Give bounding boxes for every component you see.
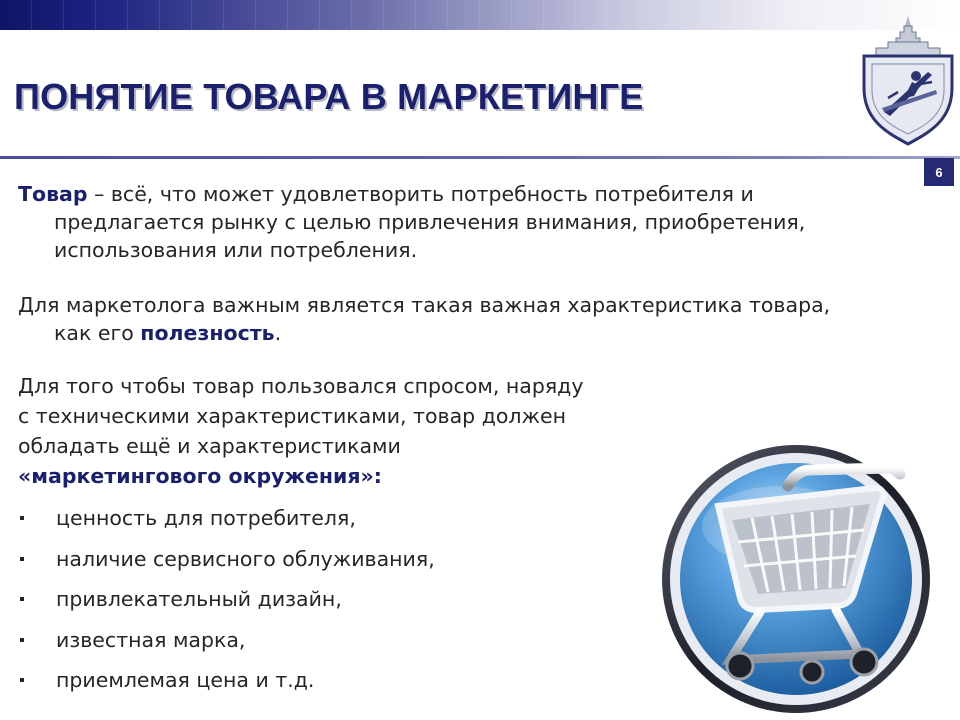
usefulness-paragraph [18,291,943,347]
term-product: Товар [18,182,88,206]
list-item-text: наличие сервисного облуживания, [56,546,435,571]
list-item-text: привлекательный дизайн, [56,587,342,611]
definition-line-2: предлагается рынку с целью привлечения внимания, приобретения, [54,210,806,234]
list-item [18,498,638,538]
definition-paragraph [18,180,918,264]
page-number-badge: 6 [924,158,954,186]
slide-title: ПОНЯТИЕ ТОВАРА В МАРКЕТИНГЕ [14,76,644,117]
shopping-cart-icon [660,434,936,720]
list-item [18,539,638,579]
definition-line-3: использования или потребления. [54,238,418,262]
env-line-1: Для того чтобы товар пользовался спросом, наряду [18,374,584,398]
header-divider [0,156,960,159]
list-item [18,579,638,619]
list-item [18,660,638,700]
list-item-text: приемлемая цена и т.д. [56,668,315,692]
env-line-3: обладать ещё и характеристиками [18,434,401,458]
bullet-icon [20,638,24,642]
bullet-icon [20,516,24,520]
university-crest-icon [858,12,958,148]
usefulness-prefix: как его [54,321,141,345]
list-item-text: ценность для потребителя, [56,506,356,530]
term-marketing-environment: «маркетингового окружения»: [18,464,382,488]
header-band [0,0,960,30]
list-item-text: известная марка, [56,627,246,652]
env-line-2: с техническими характеристиками, товар должен [18,404,567,428]
bullet-icon [20,678,24,682]
bullet-icon [20,557,24,561]
usefulness-line-2 [18,319,943,347]
usefulness-suffix: . [274,321,282,345]
definition-line-1: – всё, что может удовлетворить потребность потребителя и [87,182,754,206]
usefulness-line-1: Для маркетолога важным является такая важная характеристика товара, [18,293,831,317]
bullet-icon [20,597,24,601]
list-item [18,620,638,660]
characteristics-list [18,498,638,701]
marketing-environment-paragraph [18,371,678,491]
term-usefulness: полезность [140,321,275,345]
